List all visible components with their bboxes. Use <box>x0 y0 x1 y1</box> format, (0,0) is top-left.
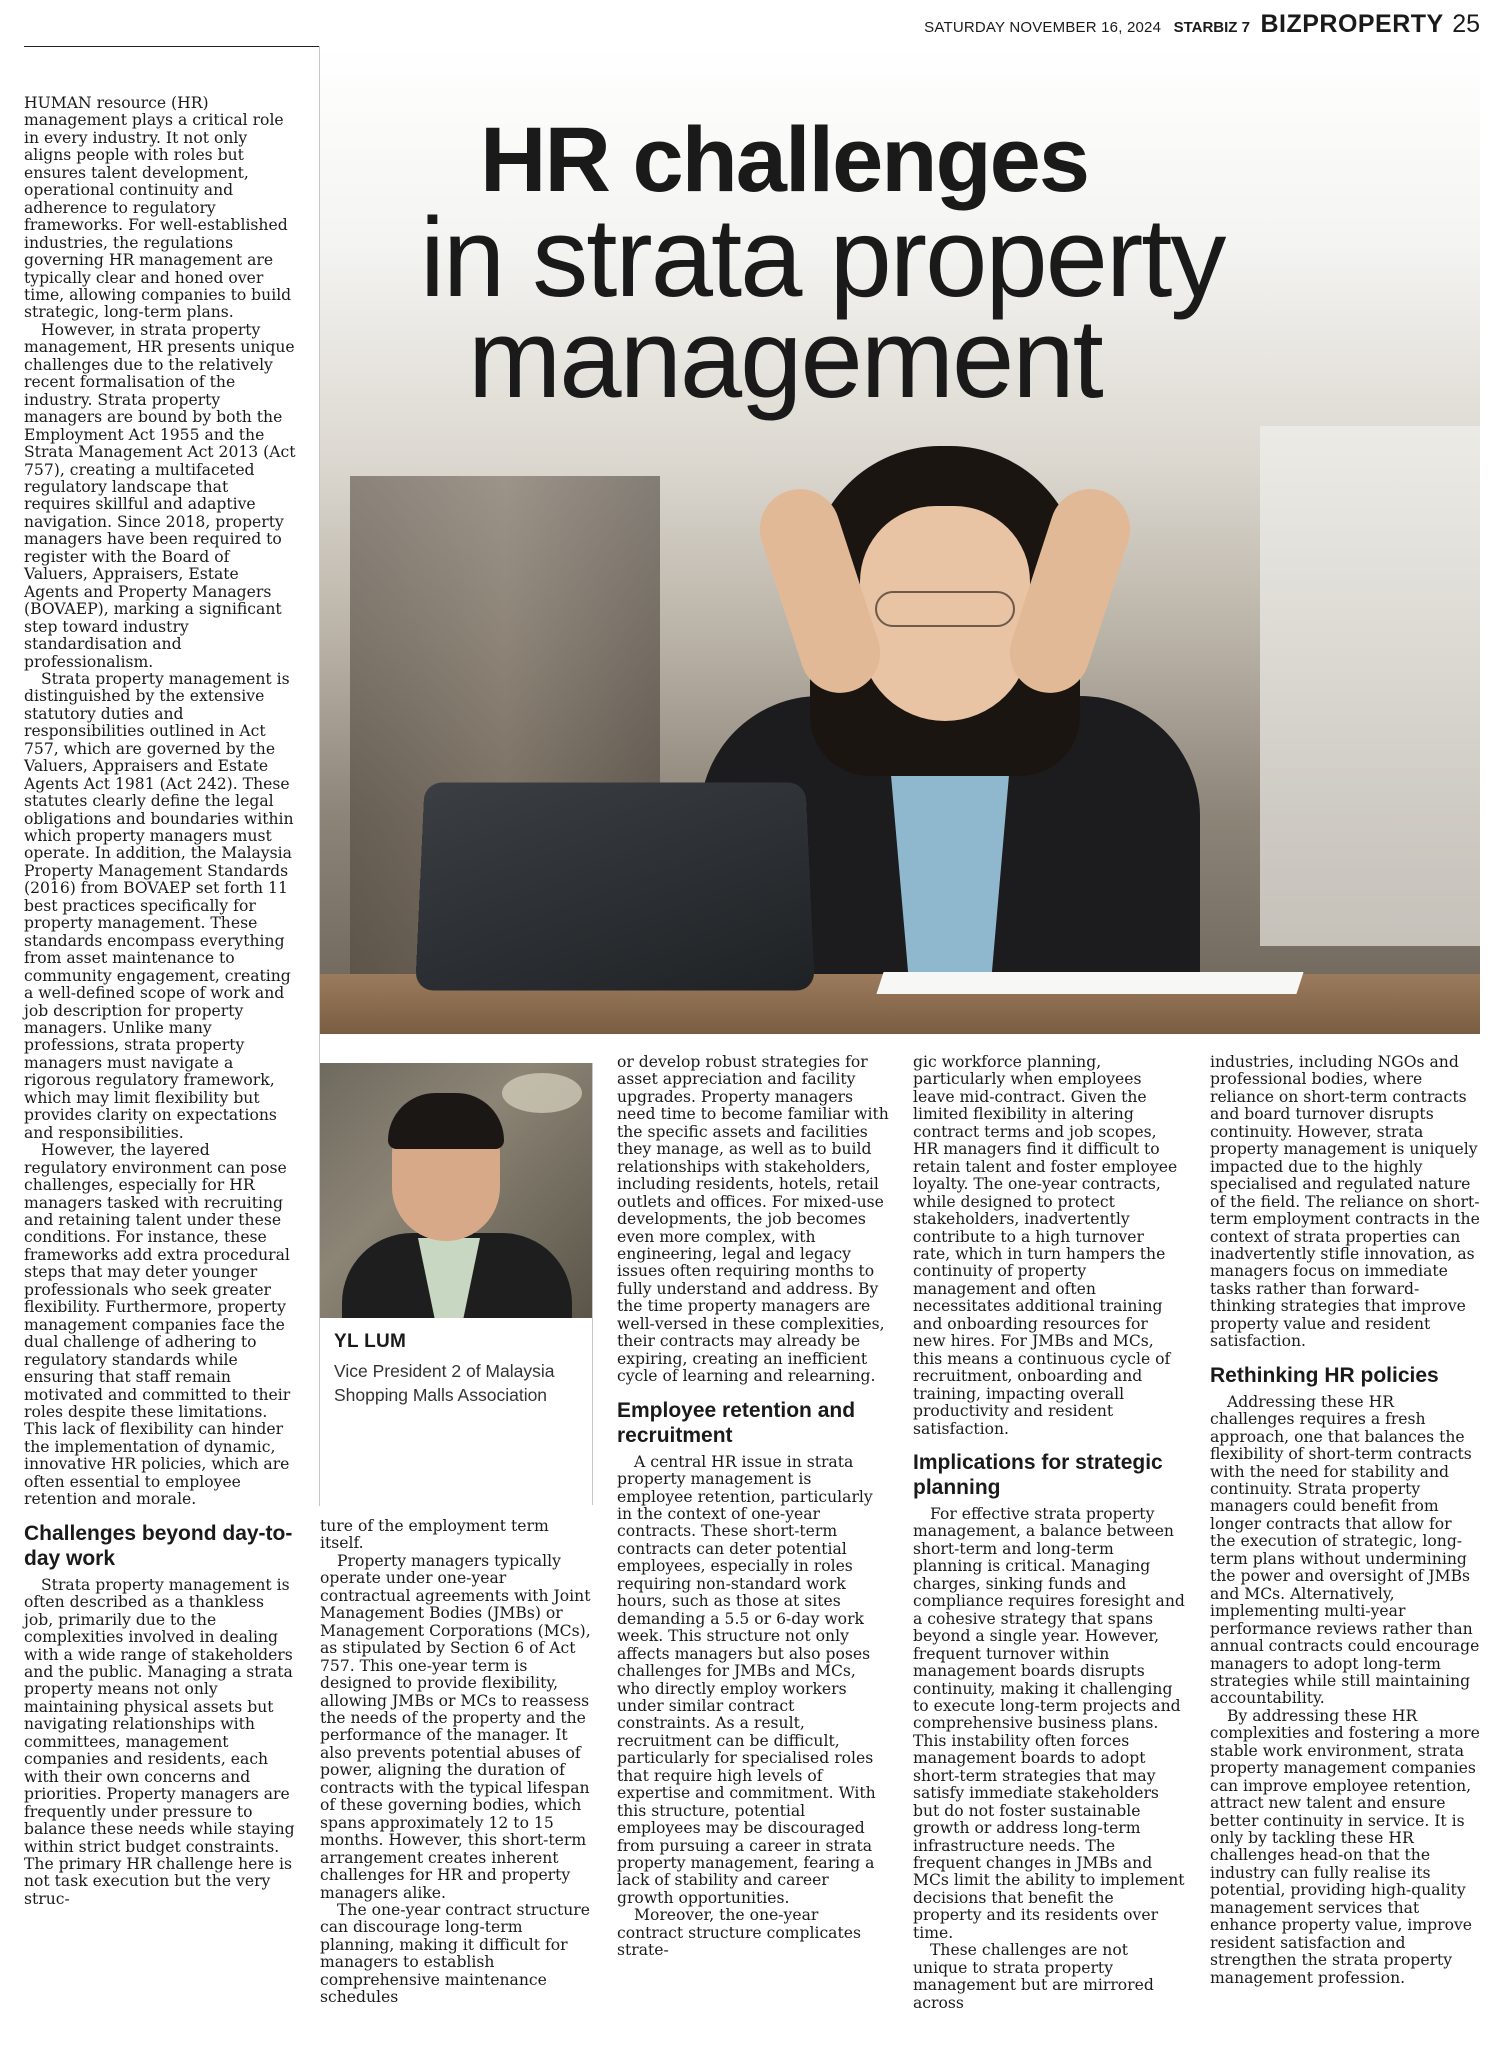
glasses-shape <box>875 591 1015 627</box>
article-paragraph: gic workforce planning, particularly when employees leave mid-contract. Given the limited flexibility in altering contract terms and job scopes, HR managers find it difficult to retain talent and foster employee loyalty. The one-year contracts, while designed to protect stakeholders, inadvertently contribute to a high turnover rate, which in turn hampers the continuity of property management and often necessitates additional training and onboarding resources for new hires. For JMBs and MCs, this means a continuous cycle of recruitment, onboarding and training, impacting overall productivity and resident satisfaction. <box>913 1053 1178 1438</box>
headline-bold: HR challenges <box>480 109 1088 211</box>
article-column-5 <box>1210 1054 1480 1987</box>
section-name: BIZPROPERTY <box>1260 10 1444 38</box>
window-background <box>1260 426 1480 946</box>
article-paragraph: Strata property management is often described as a thankless job, primarily due to the complexities involved in dealing with a wide range of stakeholders and the public. Managing a strata property means not only maintaining physical assets but navigating relationships with committees, management companies and residents, each with their own concerns and priorities. Property managers are frequently under pressure to balance these needs while staying within strict budget constraints. The primary HR challenge here is not task execution but the very struc- <box>24 1575 295 1908</box>
article-paragraph: industries, including NGOs and professional bodies, where reliance on short-term contracts and board turnover disrupts continuity. However, strata property management is uniquely impacted due to the highly specialised and regulated nature of the field. The reliance on short-term employment contracts in the context of strata properties can inadvertently stifle innovation, as managers focus on immediate tasks rather than forward-thinking strategies that improve property value and resident satisfaction. <box>1210 1053 1480 1351</box>
article-paragraph: Moreover, the one-year contract structure complicates strate- <box>617 1906 861 1960</box>
tablet-device <box>415 782 815 990</box>
article-paragraph: However, in strata property management, HR presents unique challenges due to the relatively recent formalisation of the industry. Strata property managers are bound by both the Employment Act 1955 and the Strata Management Act 2013 (Act 757), creating a multifaceted regulatory landscape that requires skillful and adaptive navigation. Since 2018, property managers have been required to register with the Board of Valuers, Appraisers, Estate Agents and Property Managers (BOVAEP), marking a significant step toward industry standardisation and professionalism. <box>24 320 296 671</box>
papers-on-desk <box>876 972 1303 994</box>
article-column-1 <box>24 95 296 1908</box>
subheading: Challenges beyond day-to-day work <box>24 1521 293 1570</box>
article-paragraph: These challenges are not unique to strata property management but are mirrored across <box>913 1941 1154 2012</box>
article-paragraph: Addressing these HR challenges requires a fresh approach, one that balances the flexibility of short-term contracts with the need for stability and continuity. Strata property managers could benefit from longer contracts that allow for the execution of strategic, long-term plans without undermining the power and oversight of JMBs and MCs. Alternatively, implementing multi-year performance reviews rather than annual contracts could encourage managers to adopt long-term strategies while still maintaining accountability. <box>1210 1392 1480 1708</box>
page-number: 25 <box>1452 10 1480 38</box>
subheading: Employee retention and recruitment <box>617 1398 856 1447</box>
article-paragraph: or develop robust strategies for asset appreciation and facility upgrades. Property managers need time to become familiar with the specific assets and facilities they manage, as well as to build relationships with stakeholders, including residents, hotels, retail outlets and offices. For mixed-use developments, the job becomes even more complex, with engineering, legal and legacy issues often requiring months to fully understand and address. By the time property managers are well-versed in these complexities, their contracts may already be expiring, creating an inefficient cycle of learning and relearning. <box>617 1053 889 1386</box>
article-paragraph: Strata property management is distinguished by the extensive statutory duties and responsibilities outlined in Act 757, which are governed by the Valuers, Appraisers and Estate Agents Act 1981 (Act 242). These statutes clearly define the legal obligations and boundaries within which property managers must operate. In addition, the Malaysia Property Management Standards (2016) from BOVAEP set forth 11 best practices specifically for property management. These standards encompass everything from asset maintenance to community engagement, creating a well-defined scope of work and job description for property managers. Unlike many professions, strata property managers must navigate a rigorous regulatory framework, which may limit flexibility but provides clarity on expectations and responsibilities. <box>24 669 294 1142</box>
article-paragraph: However, the layered regulatory environment can pose challenges, especially for HR managers tasked with recruiting and retaining talent under these conditions. For instance, these frameworks add extra procedural steps that may deter younger professionals who seek greater flexibility. Furthermore, property management companies face the dual challenge of adhering to regulatory standards while ensuring that staff remain motivated and committed to their roles despite these limitations. This lack of flexibility can hinder the implementation of dynamic, innovative HR policies, which are often essential to employee retention and morale. <box>24 1141 291 1509</box>
article-paragraph: Property managers typically operate under one-year contractual agreements with Joint Management Bodies (JMBs) or Management Corporations (MCs), as stipulated by Section 6 of Act 757. This one-year term is designed to provide flexibility, allowing JMBs or MCs to reassess the needs of the property and the performance of the manager. It also prevents potential abuses of power, aligning the duration of contracts with the typical lifespan of these governing bodies, which spans approximately 12 to 15 months. However, this short-term arrangement creates inherent challenges for HR and property managers alike. <box>320 1551 591 1902</box>
article-column-4 <box>913 1054 1185 2012</box>
headline-light-line2: management <box>468 296 1102 421</box>
article-paragraph: For effective strata property management, a balance between short-term and long-term planning is critical. Managing charges, sinking funds and compliance requires foresight and a cohesive strategy that spans beyond a single year. However, frequent turnover within management boards disrupts continuity, making it challenging to execute long-term projects and comprehensive business plans. This instability often forces management boards to adopt short-term strategies that may satisfy immediate stakeholders but do not foster sustainable growth or address long-term infrastructure needs. The frequent changes in JMBs and MCs limit the ability to implement decisions that benefit the property and its residents over time. <box>913 1504 1185 1942</box>
author-hair <box>388 1093 504 1149</box>
headline <box>420 109 1300 421</box>
issue-date: SATURDAY NOVEMBER 16, 2024 <box>924 19 1162 36</box>
article-column-2 <box>320 1518 592 2007</box>
author-role: Vice President 2 of Malaysia Shopping Malls Association <box>334 1361 555 1405</box>
article-paragraph: ture of the employment term itself. <box>320 1517 549 1553</box>
author-name: YL LUM <box>334 1331 407 1352</box>
article-column-3 <box>617 1054 889 1960</box>
subheading: Implications for strategic planning <box>913 1450 1163 1499</box>
headline-light-line1: in strata property <box>420 195 1225 320</box>
article-paragraph: A central HR issue in strata property management is employee retention, particularly in the context of one-year contracts. These short-term contracts can deter potential employees, especially in roles requiring non-standard work hours, such as those at sites demanding a 5.5 or 6-day work week. This structure not only affects managers but also poses challenges for JMBs and MCs, who directly employ workers under similar contract constraints. As a result, recruitment can be difficult, particularly for specialised roles that require high levels of expertise and commitment. With this structure, potential employees may be discouraged from pursuing a career in strata property management, fearing a lack of stability and career growth opportunities. <box>617 1452 876 1907</box>
photo-light <box>502 1073 582 1113</box>
masthead <box>24 0 1480 47</box>
publication-name: STARBIZ 7 <box>1173 19 1250 36</box>
author-photo <box>320 1063 592 1318</box>
article-paragraph: By addressing these HR complexities and fostering a more stable work environment, strata property management companies can improve employee retention, attract new talent and ensure better continuity in service. It is only by tackling these HR challenges head-on that the industry can fully realise its potential, providing high-quality management services that enhance property value, improve resident satisfaction and strengthen the strata property management profession. <box>1210 1706 1480 1987</box>
masthead-info <box>924 10 1480 39</box>
article-paragraph: HUMAN resource (HR) management plays a critical role in every industry. It not only aligns people with roles but ensures talent development, operational continuity and adherence to regulatory frameworks. For well-established industries, the regulations governing HR management are typically clear and honed over time, allowing companies to build strategic, long-term plans. <box>24 94 292 322</box>
subheading: Rethinking HR policies <box>1210 1363 1439 1387</box>
article-paragraph: The one-year contract structure can discourage long-term planning, making it difficult for managers to establish comprehensive maintenance schedules <box>320 1900 590 2007</box>
author-box <box>320 1063 593 1505</box>
